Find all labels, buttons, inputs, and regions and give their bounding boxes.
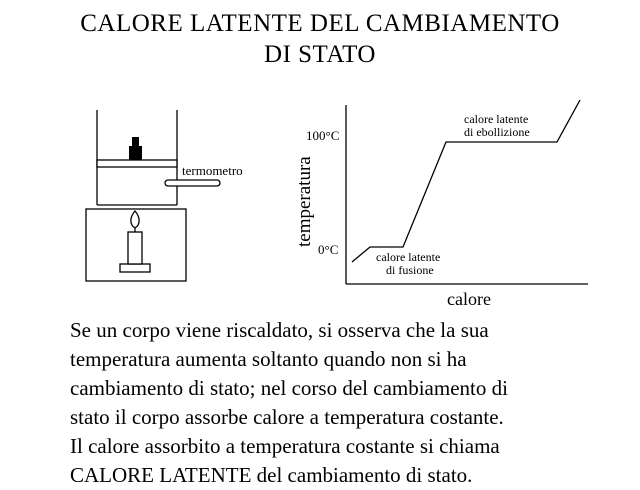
fusion-label-line1: calore latente: [376, 250, 441, 264]
boiling-label-line2: di ebollizione: [464, 125, 530, 139]
temperature-graph: [294, 100, 588, 309]
weight-knob: [132, 137, 139, 146]
y-axis-label: temperatura: [294, 156, 315, 247]
heating-apparatus: [86, 110, 220, 281]
paragraph-line: cambiamento di stato; nel corso del cambiamento di: [70, 376, 508, 400]
piston: [97, 160, 177, 167]
paragraph-line: temperatura aumenta soltanto quando non si ha: [70, 347, 467, 371]
paragraph-line: stato il corpo assorbe calore a temperatura costante.: [70, 405, 504, 429]
fusion-label-line2: di fusione: [386, 263, 434, 277]
thermometer-label: termometro: [182, 163, 243, 178]
title-line-2: DI STATO: [264, 41, 376, 68]
tick-100: 100°C: [306, 128, 340, 143]
candle-base: [120, 264, 150, 272]
explanation-paragraph: [70, 316, 630, 490]
paragraph-line: CALORE LATENTE del cambiamento di stato.: [70, 463, 473, 487]
tick-0: 0°C: [318, 242, 339, 257]
paragraph-line: Se un corpo viene riscaldato, si osserva che la sua: [70, 318, 489, 342]
title-line-1: CALORE LATENTE DEL CAMBIAMENTO: [80, 10, 560, 37]
x-axis-label: calore: [447, 289, 491, 309]
thermometer: [165, 180, 220, 186]
paragraph-line: Il calore assorbito a temperatura costante si chiama: [70, 434, 500, 458]
weight: [129, 146, 142, 160]
candle: [128, 232, 142, 264]
boiling-label-line1: calore latente: [464, 112, 529, 126]
